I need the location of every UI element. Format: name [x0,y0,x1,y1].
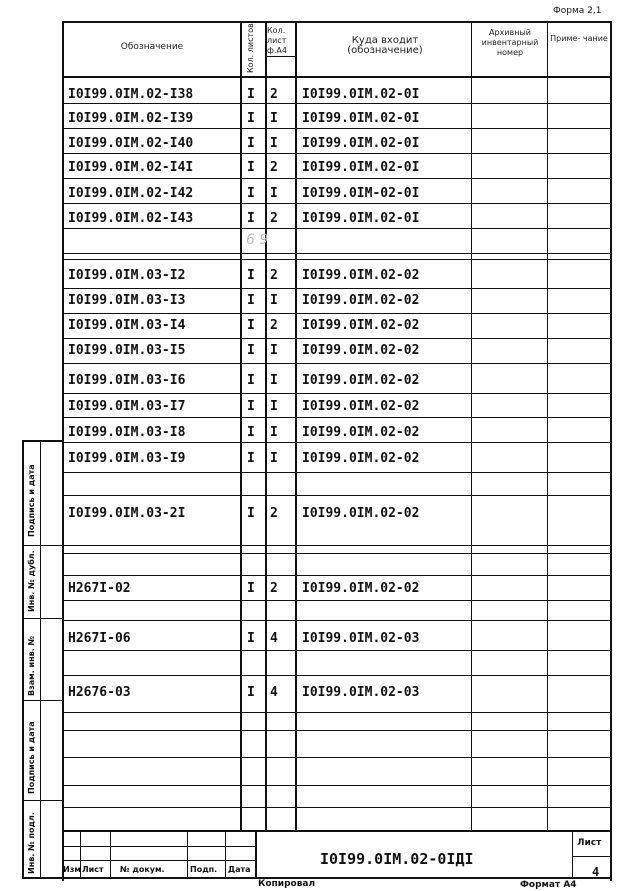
row-line [62,103,612,104]
row-where: I0I99.0IM.02-02 [302,268,420,283]
row-line [62,650,612,651]
tb-col-4 [225,830,226,879]
row-sheets: I [247,343,255,358]
row-designation: I0I99.0IM.03-I8 [68,425,186,440]
row-line [62,600,612,601]
row-line [62,785,612,786]
row-line [62,757,612,758]
row-a4: I [270,293,278,308]
row-designation: H267I-06 [68,631,131,646]
row-designation: I0I99.0IM.02-I38 [68,87,194,102]
row-line [62,442,612,443]
tb-col-2 [110,830,111,879]
header-archive-number: Архивный инвентарный номер [481,28,539,57]
row-line [62,675,612,676]
side-sep-2 [22,618,62,619]
sheet-label: Лист [577,838,602,848]
row-where: I0I99.0IM.02-02 [302,506,420,521]
row-a4: I [270,111,278,126]
row-where: I0I99.0IM.02-02 [302,399,420,414]
row-line [62,178,612,179]
row-designation: I0I99.0IM.03-I7 [68,399,186,414]
row-a4: 2 [270,506,278,521]
header-where-used: Куда входит (обозначение) [347,35,423,56]
tb-col-list: Лист [82,865,104,874]
handwritten-note: 6 9 [246,232,269,248]
row-designation: H267I-02 [68,581,131,596]
tb-col-3 [187,830,188,879]
tb-sep-main [255,830,257,879]
row-where: I0I99.0IM.02-02 [302,451,420,466]
row-designation: I0I99.0IM.03-I4 [68,318,186,333]
side-sep-3 [22,700,62,701]
col-sep-2 [265,21,267,831]
row-sheets: I [247,631,255,646]
header-sheets-a4: Кол. лист ф.А4 [267,26,287,55]
row-sheets: I [247,318,255,333]
row-a4: I [270,136,278,151]
row-where: I0I99.0IM.02-0I [302,111,420,126]
row-designation: I0I99.0IM.02-I4I [68,160,194,175]
row-line [62,495,612,496]
row-a4: I [270,425,278,440]
row-designation: I0I99.0IM.03-I9 [68,451,186,466]
row-line [62,253,612,254]
row-designation: I0I99.0IM.02-I43 [68,211,194,226]
tb-sep-sheet [572,830,573,879]
row-a4: 2 [270,581,278,596]
row-line [62,313,612,314]
col-sep-1 [240,21,242,831]
row-where: I0I99.0IM.02-0I [302,211,420,226]
header-bottom [62,76,612,78]
doc-number: I0I99.0IM.02-0IДI [320,850,474,868]
row-where: I0I99.0IM.02-02 [302,343,420,358]
side-inner [40,440,41,879]
row-sheets: I [247,399,255,414]
col-sep-5 [547,21,548,831]
row-sheets: I [247,293,255,308]
row-designation: I0I99.0IM.02-I42 [68,186,194,201]
tb-col-doc: № докум. [120,865,165,874]
row-line [62,620,612,621]
frame-top [62,21,612,23]
row-designation: I0I99.0IM.02-I39 [68,111,194,126]
row-line [62,472,612,473]
row-line [62,417,612,418]
row-where: I0I99.0IM.02-02 [302,318,420,333]
sheet-number: 4 [592,865,600,879]
header-sheets-count: Кол. листов [246,23,255,73]
row-designation: H2676-03 [68,685,131,700]
row-line [62,338,612,339]
side-top [22,440,62,442]
row-a4: 2 [270,87,278,102]
row-line [62,553,612,554]
header-sheets-count-wrap [241,23,265,76]
side-sep-4 [22,800,62,801]
row-where: I0I99.0IM.02-02 [302,373,420,388]
row-a4: 4 [270,685,278,700]
row-line [62,575,612,576]
footer-format: Формат А4 [520,880,577,890]
row-sheets: I [247,136,255,151]
row-line [62,807,612,808]
form-label: Форма 2,1 [553,6,602,16]
frame-right [610,21,612,881]
row-a4: 2 [270,268,278,283]
row-designation: I0I99.0IM.03-I2 [68,268,186,283]
row-a4: 2 [270,318,278,333]
row-sheets: I [247,373,255,388]
frame-left [62,21,64,881]
row-designation: I0I99.0IM.03-I6 [68,373,186,388]
tb-top [62,830,612,832]
row-where: I0I99.0IM.02-0I [302,160,420,175]
row-a4: 4 [270,631,278,646]
tb-sheet-mid [572,856,612,857]
tb-col-izm: Изм [63,865,81,874]
row-sheets: I [247,425,255,440]
row-where: I0I99.0IM.02-03 [302,631,420,646]
row-designation: I0I99.0IM.03-2I [68,506,186,521]
row-sheets: I [247,451,255,466]
row-line [62,153,612,154]
footer-copied: Копировал [258,879,316,889]
row-line [62,712,612,713]
row-a4: 2 [270,160,278,175]
tb-line-2 [62,860,256,861]
row-a4: I [270,373,278,388]
row-a4: I [270,451,278,466]
a4-sub-line [265,56,295,57]
row-designation: I0I99.0IM.03-I3 [68,293,186,308]
row-where: I0I99.0IM-02-0I [302,186,420,201]
row-line [62,363,612,364]
row-where: I0I99.0IM.02-03 [302,685,420,700]
side-label-3: Взам. инв. № [27,635,36,696]
row-where: I0I99.0IM.02-02 [302,581,420,596]
row-line [62,203,612,204]
row-a4: I [270,399,278,414]
row-where: I0I99.0IM.02-02 [302,425,420,440]
row-line [62,393,612,394]
row-a4: 2 [270,211,278,226]
row-line [62,288,612,289]
row-sheets: I [247,211,255,226]
side-left [22,440,24,879]
row-a4: I [270,186,278,201]
row-a4: I [270,343,278,358]
col-sep-4 [471,21,472,831]
row-where: I0I99.0IM.02-0I [302,136,420,151]
side-sep-1 [22,545,62,546]
row-sheets: I [247,581,255,596]
col-sep-3 [295,21,297,831]
side-label-2: Инв. № дубл. [27,550,36,612]
row-where: I0I99.0IM.02-0I [302,87,420,102]
tb-line-1 [62,846,256,847]
row-sheets: I [247,160,255,175]
side-label-4: Подпись и дата [27,721,36,794]
row-line [62,259,612,260]
row-sheets: I [247,111,255,126]
row-line [62,228,612,229]
side-label-1: Подпись и дата [27,464,36,537]
header-designation: Обозначение [120,42,184,52]
tb-col-date: Дата [228,865,251,874]
row-sheets: I [247,268,255,283]
row-sheets: I [247,186,255,201]
row-line [62,128,612,129]
row-sheets: I [247,87,255,102]
tb-col-sign: Подп. [190,865,218,874]
row-line [62,730,612,731]
header-notes: Приме- чание [550,34,608,43]
row-sheets: I [247,685,255,700]
row-line [62,545,612,546]
row-designation: I0I99.0IM.02-I40 [68,136,194,151]
row-sheets: I [247,506,255,521]
side-label-5: Инв. № подл. [27,812,36,874]
row-where: I0I99.0IM.02-02 [302,293,420,308]
row-designation: I0I99.0IM.03-I5 [68,343,186,358]
